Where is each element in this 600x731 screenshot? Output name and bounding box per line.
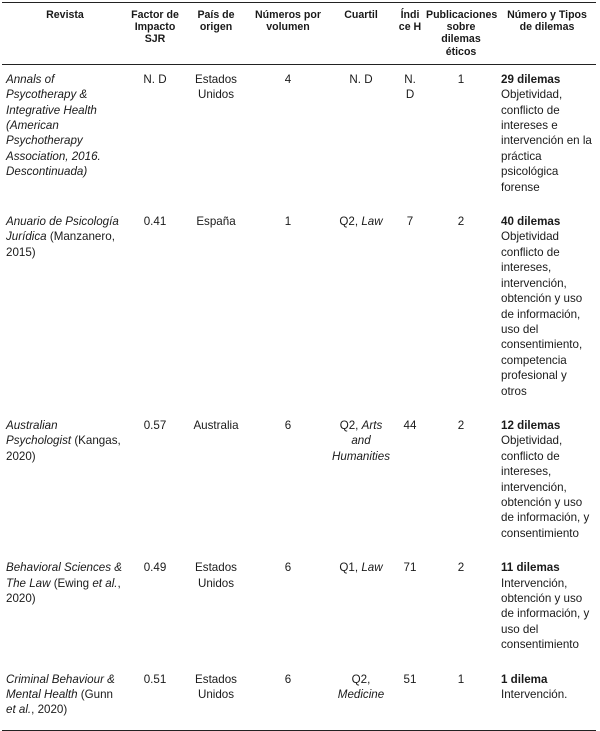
journal-name: Behavioral Sciences & The Law <box>6 561 122 590</box>
cuartil-category: Arts and Humanities <box>332 418 390 463</box>
table-row <box>2 64 596 207</box>
journal-citation: (Ewing <box>50 576 93 590</box>
journal-citation-year: , 2020) <box>31 703 68 717</box>
table-row <box>2 553 596 664</box>
table-header <box>2 3 596 65</box>
journal-name: Criminal Behaviour & Mental Health <box>6 672 115 702</box>
cell-dilemas <box>498 553 596 664</box>
cuartil-value: Q2, <box>339 215 359 229</box>
dilemas-types: Intervención, obtención y uso de información, y uso del consentimiento <box>501 576 590 652</box>
cell-factor: 0.41 <box>143 215 167 229</box>
header-indice: Índi ce H <box>398 9 422 34</box>
cell-pais: Australia <box>193 418 239 432</box>
cell-publicaciones: 2 <box>457 561 465 575</box>
cuartil-value: Q2, <box>351 672 371 686</box>
journals-table <box>2 2 596 731</box>
dilemas-types: Intervención. <box>501 688 568 702</box>
cell-factor: 0.49 <box>143 561 167 575</box>
journal-name: Annals of Psycotherapy & Integrative Health (American Psychotherapy Association, 2016. Descontinuada) <box>6 72 101 179</box>
journal-citation: (Kangas, 2020) <box>6 434 121 463</box>
cuartil-category: Law <box>361 215 383 229</box>
cell-cuartil <box>326 665 396 731</box>
cell-dilemas <box>498 665 596 731</box>
cell-factor: N. D <box>143 72 167 86</box>
header-cuartil: Cuartil <box>344 9 378 21</box>
cell-publicaciones: 2 <box>457 418 465 432</box>
cell-pais: Estados Unidos <box>195 672 237 702</box>
cell-publicaciones: 1 <box>457 72 465 86</box>
journal-citation-etal: et al. <box>6 703 32 717</box>
cell-revista <box>2 64 128 207</box>
journal-citation: (Manzanero, 2015) <box>6 230 115 259</box>
header-dilemas: Número y Tipos de dilemas <box>507 9 587 34</box>
header-pais: País de origen <box>197 9 235 34</box>
cell-indice: N. D <box>404 72 416 102</box>
cell-revista <box>2 665 128 731</box>
header-row <box>2 3 596 65</box>
dilemas-types: Objetividad, conflicto de intereses, intervención, obtención y uso de información, y consentimiento <box>501 434 590 540</box>
cell-revista <box>2 411 128 553</box>
cell-cuartil <box>326 64 396 207</box>
cell-revista <box>2 207 128 411</box>
cell-indice: 71 <box>403 561 417 575</box>
cell-pais: Estados Unidos <box>195 72 237 102</box>
table-row <box>2 207 596 411</box>
cell-numeros: 6 <box>284 418 292 432</box>
cell-indice: 44 <box>403 418 417 432</box>
cell-cuartil <box>326 207 396 411</box>
journals-table-wrapper <box>2 2 596 731</box>
journal-citation-year: , 2020) <box>6 576 121 605</box>
cell-factor: 0.57 <box>143 418 167 432</box>
cell-factor: 0.51 <box>143 672 167 686</box>
header-revista: Revista <box>46 9 84 21</box>
journal-name: Australian Psychologist <box>6 418 72 448</box>
cuartil-category: Law <box>361 561 383 575</box>
dilemas-count: 12 dilemas <box>501 418 561 432</box>
table-row <box>2 411 596 553</box>
cuartil-value: N. D <box>349 72 373 86</box>
cell-dilemas <box>498 411 596 553</box>
table-body <box>2 64 596 730</box>
cuartil-value: Q1, <box>339 561 359 575</box>
header-numeros: Números por volumen <box>255 9 321 34</box>
dilemas-count: 29 dilemas <box>501 72 561 86</box>
cuartil-category: Medicine <box>337 688 385 702</box>
dilemas-count: 40 dilemas <box>501 215 561 229</box>
dilemas-types: Objetividad, conflicto de intereses e intervención en la práctica psicológica forense <box>501 88 592 194</box>
cell-cuartil <box>326 411 396 553</box>
cell-numeros: 6 <box>284 561 292 575</box>
cell-numeros: 4 <box>284 72 292 86</box>
cell-publicaciones: 1 <box>457 672 465 686</box>
journal-citation-etal: et al. <box>92 576 118 590</box>
dilemas-count: 11 dilemas <box>501 561 560 575</box>
cell-dilemas <box>498 64 596 207</box>
cell-pais: Estados Unidos <box>195 561 237 590</box>
cuartil-value: Q2, <box>339 418 359 432</box>
cell-dilemas <box>498 207 596 411</box>
cell-numeros: 6 <box>284 672 292 686</box>
header-publicaciones: Publicaciones sobre dilemas éticos <box>426 9 498 58</box>
dilemas-count: 1 dilema <box>501 672 548 686</box>
cell-cuartil <box>326 553 396 664</box>
cell-indice: 7 <box>406 215 414 229</box>
journal-citation: (Gunn <box>77 688 113 702</box>
cell-publicaciones: 2 <box>457 215 465 229</box>
header-factor: Factor de Impacto SJR <box>131 9 179 46</box>
cell-numeros: 1 <box>284 215 292 229</box>
cell-pais: España <box>196 215 236 229</box>
cell-indice: 51 <box>403 672 417 686</box>
table-row <box>2 665 596 731</box>
cell-revista <box>2 553 128 664</box>
journal-name: Anuario de Psicología Jurídica <box>6 215 119 244</box>
dilemas-types: Objetividad conflicto de intereses, intervención, obtención y uso de información, uso del consentimiento, competencia profesional y otros <box>501 230 583 398</box>
